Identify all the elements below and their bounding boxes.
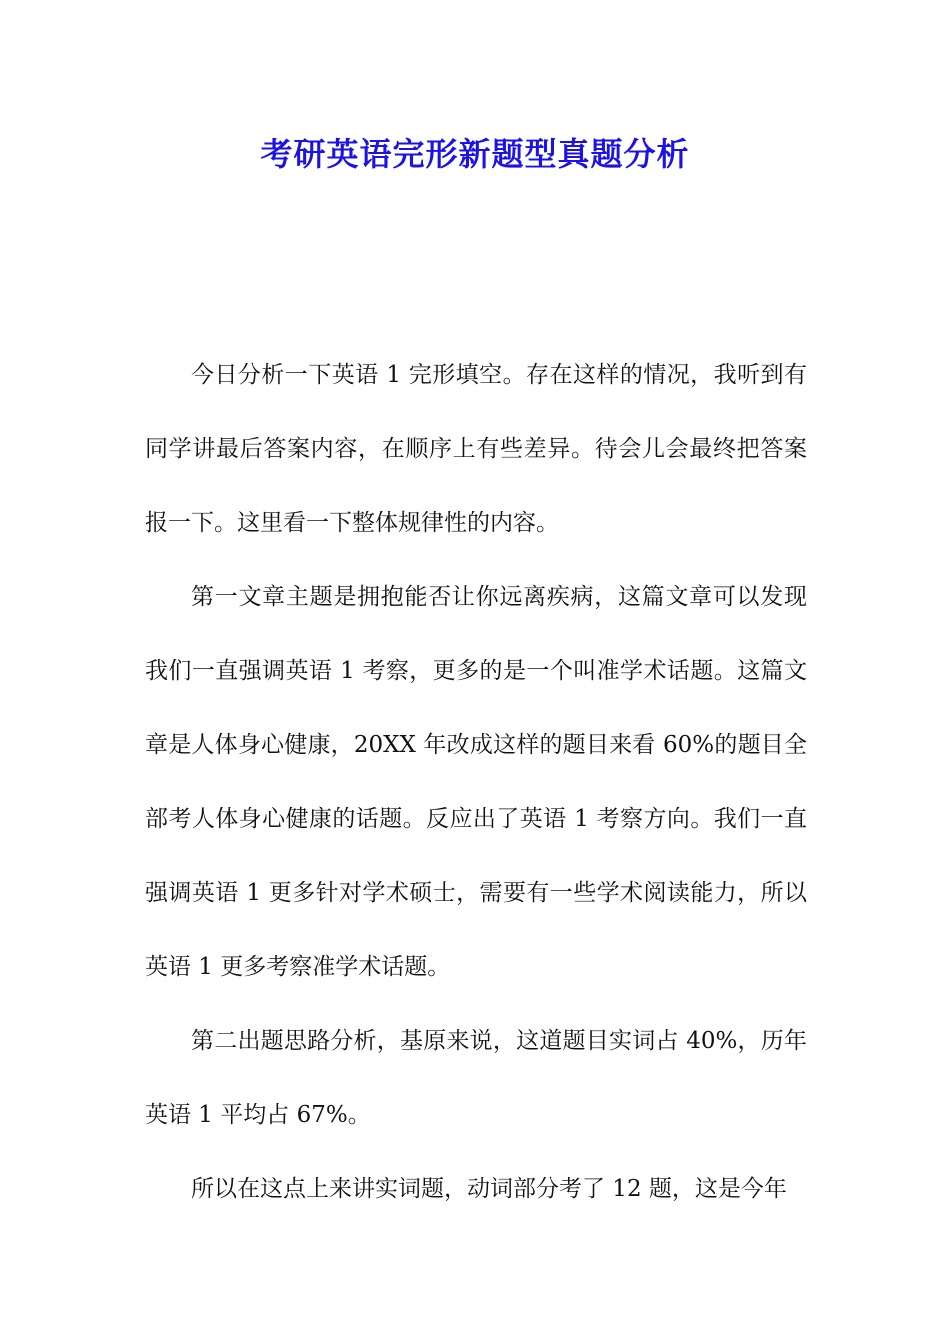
- paragraph: 第一文章主题是拥抱能否让你远离疾病，这篇文章可以发现我们一直强调英语 1 考察，更多的是一个叫准学术话题。这篇文章是人体身心健康，20XX 年改成这样的题目来看 60%的题目全部考人体身心健康的话题。反应出了英语 1 考察方向。我们一直强调英语 1 更多针对学术硕士，需要有一些学术阅读能力，所以英语 1 更多考察准学术话题。: [145, 584, 807, 980]
- paragraph: 所以在这点上来讲实词题，动词部分考了 12 题，这是今年: [191, 1176, 787, 1202]
- paragraph: 第二出题思路分析，基原来说，这道题目实词占 40%，历年英语 1 平均占 67%。: [145, 1028, 807, 1128]
- paragraph: 今日分析一下英语 1 完形填空。存在这样的情况，我听到有同学讲最后答案内容，在顺序上有些差异。待会儿会最终把答案报一下。这里看一下整体规律性的内容。: [145, 362, 807, 536]
- document-title: 考研英语完形新题型真题分析: [260, 135, 690, 173]
- document-body: [145, 338, 807, 1226]
